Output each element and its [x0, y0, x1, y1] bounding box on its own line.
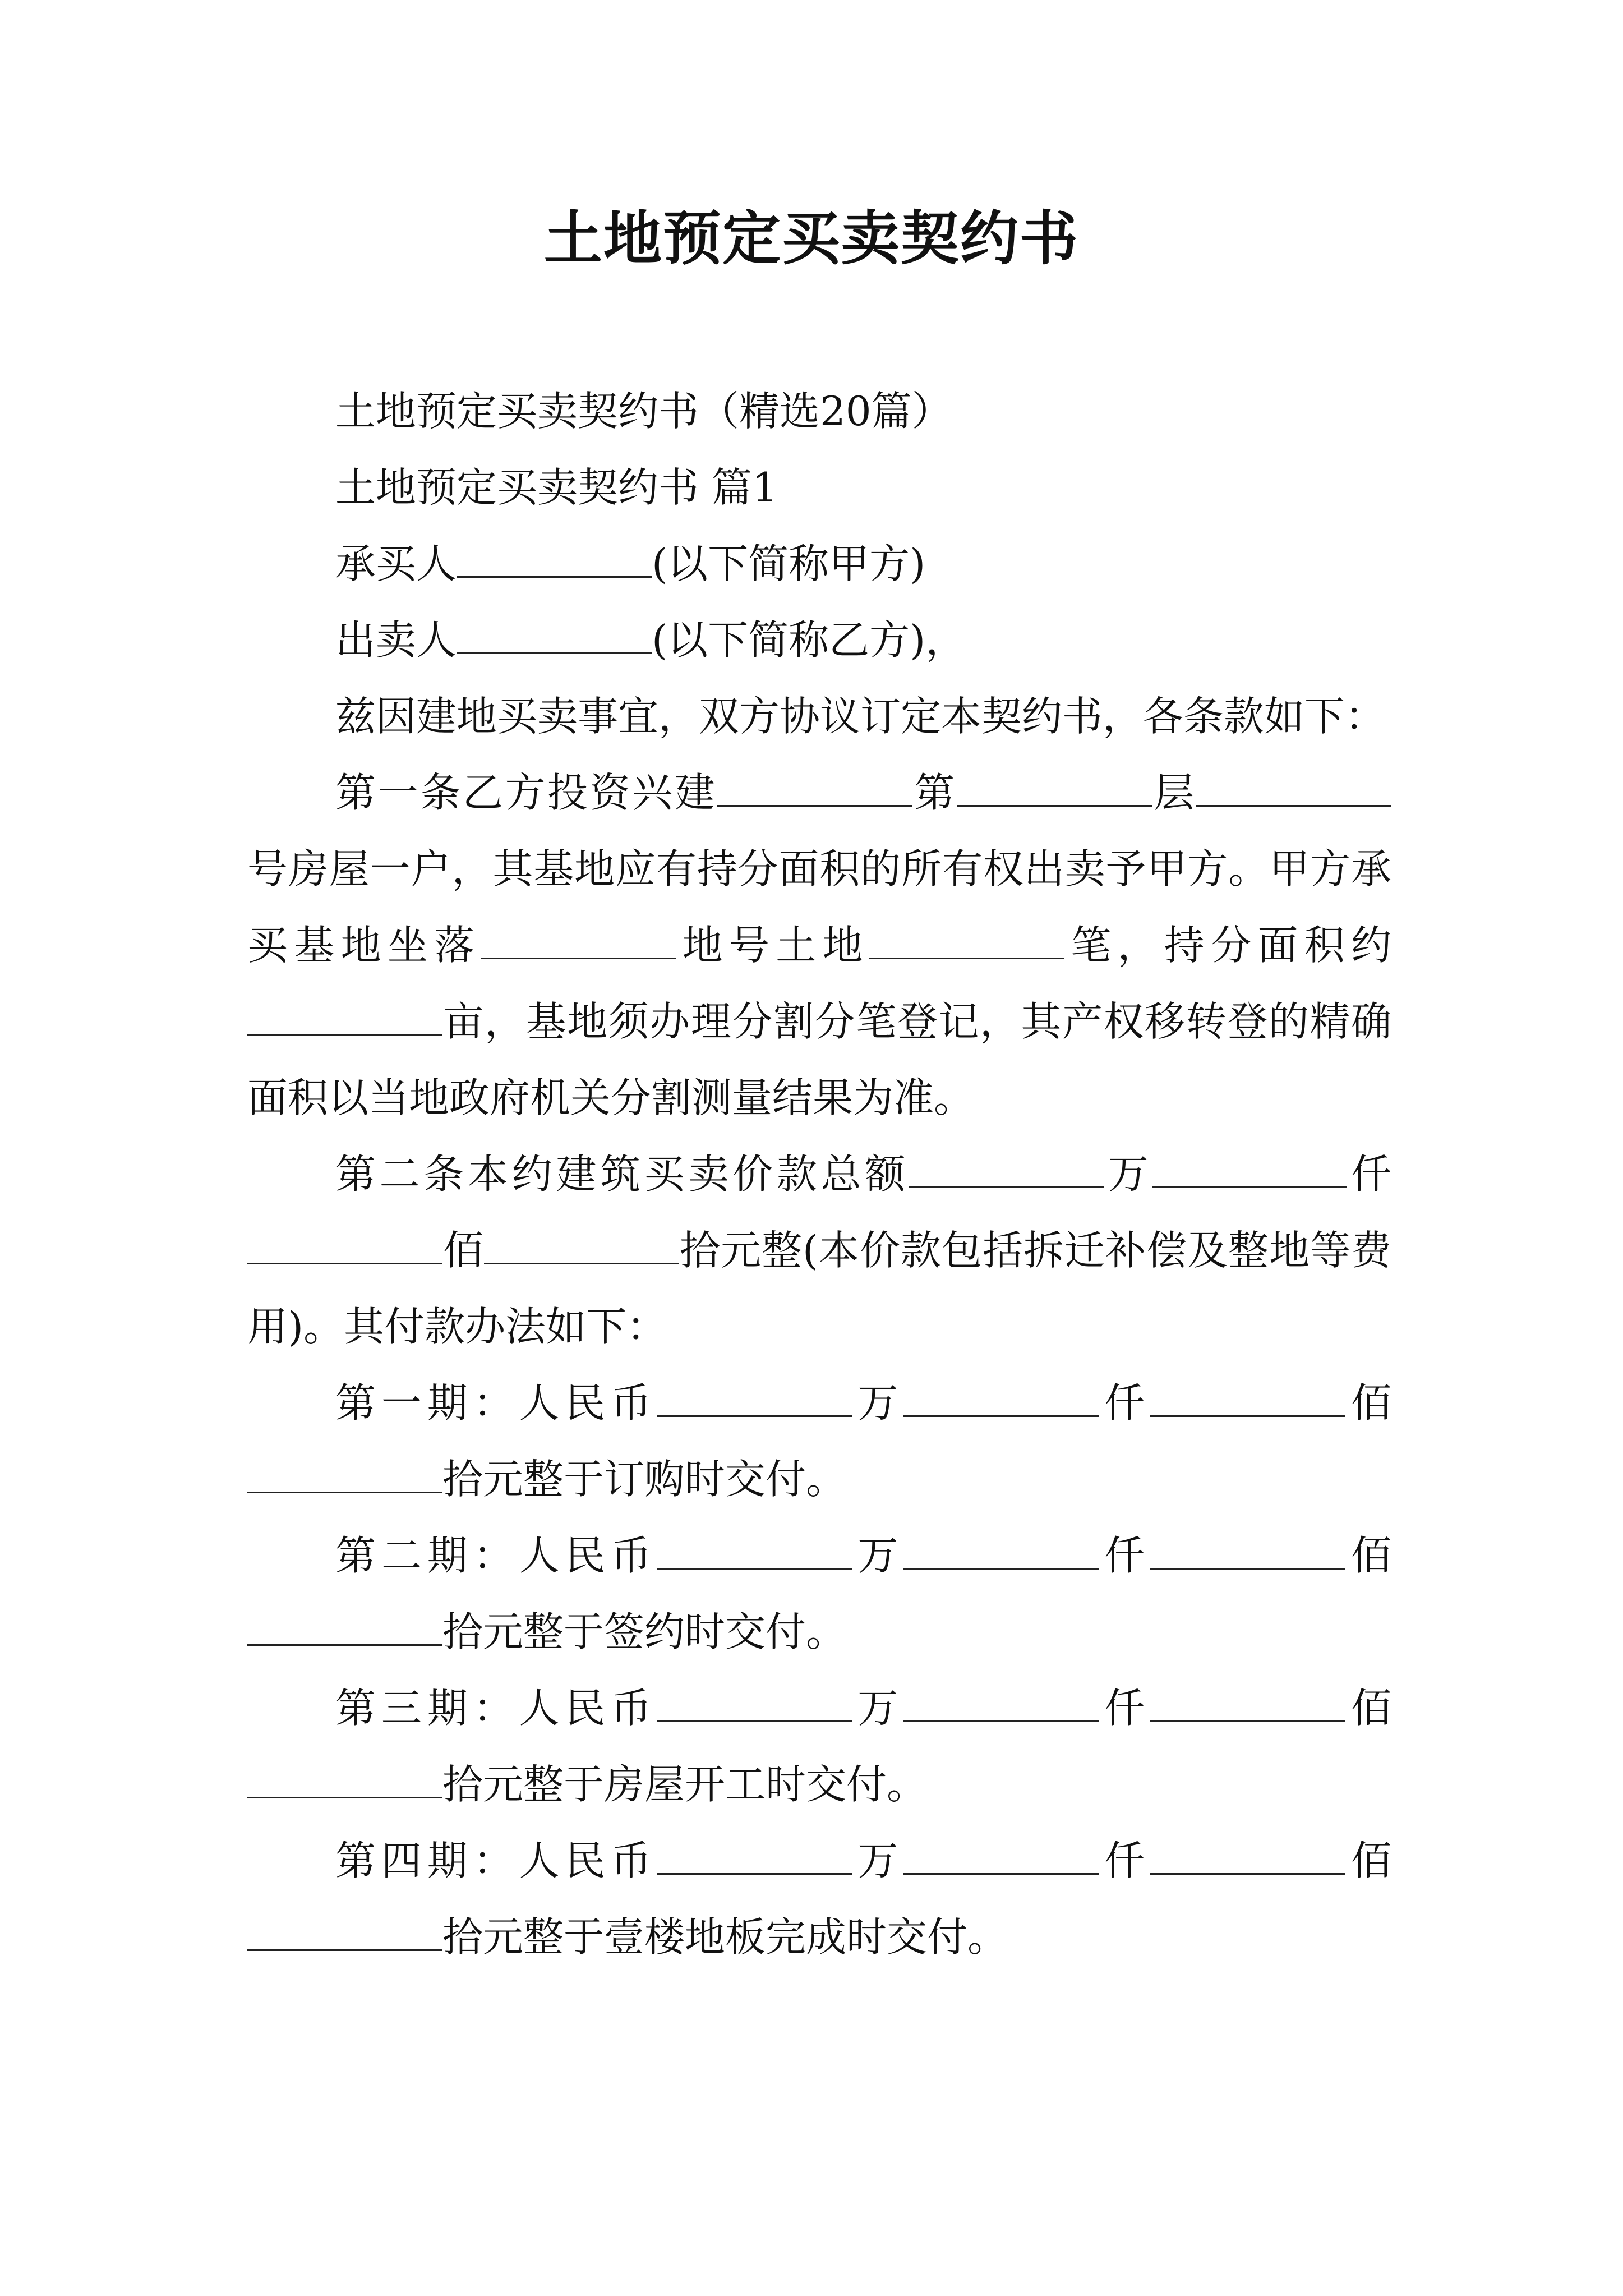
seller-line: 出卖人 (以下简称乙方)， [335, 616, 966, 664]
blank-line [657, 1839, 852, 1875]
blank-line [903, 1687, 1099, 1722]
payment-1: 第一期：人民币 万 仟 佰拾元整于订购时交付。 [247, 1365, 1391, 1517]
blank-line [1196, 771, 1391, 807]
blank-line [657, 1687, 852, 1722]
article-1: 第一条乙方投资兴建 第 层号房屋一户，其基地应有持分面积的所有权出卖予甲方。甲方承买基地坐落 地号土地 笔，持分面积约亩，基地须办理分割分笔登记，其产权移转登的精确面积以当地政府机关分割测量结果为准。 [247, 769, 1391, 1121]
payment-3: 第三期：人民币 万 仟 佰拾元整于房屋开工时交付。 [247, 1670, 1391, 1823]
article-2: 第二条本约建筑买卖价款总额 万 仟佰 拾元整(本价款包括拆迁补偿及整地等费用)。其付款办法如下： [247, 1151, 1391, 1350]
blank-line [247, 1763, 442, 1798]
blank-line [717, 771, 912, 807]
section-heading: 土地预定买卖契约书 篇1 [335, 464, 778, 511]
buyer-line: 承买人 (以下简称甲方) [335, 540, 926, 587]
blank-line [247, 1916, 442, 1951]
subtitle: 土地预定买卖契约书（精选20篇） [335, 388, 952, 435]
payment-2: 第二期：人民币 万 仟 佰拾元整于签约时交付。 [247, 1517, 1391, 1670]
blank-line [1150, 1382, 1345, 1417]
blank-line [657, 1534, 852, 1570]
document-body [247, 373, 1391, 1975]
document-title: 土地预定买卖契约书 [543, 204, 1079, 273]
blank-line [957, 771, 1152, 807]
blank-line [1152, 1153, 1347, 1188]
blank-line [657, 1382, 852, 1417]
blank-line [247, 1229, 442, 1264]
blank-line [1150, 1687, 1345, 1722]
blank-line [247, 1000, 442, 1036]
payment-4: 第四期：人民币 万 仟 佰拾元整于壹楼地板完成时交付。 [247, 1823, 1391, 1975]
blank-line [457, 619, 652, 654]
blank-line [484, 1229, 679, 1264]
blank-line [481, 924, 676, 959]
intro-paragraph: 兹因建地买卖事宜，双方协议订定本契约书，各条款如下： [335, 693, 1386, 740]
blank-line [1150, 1839, 1345, 1875]
blank-line [903, 1534, 1099, 1570]
blank-line [903, 1839, 1099, 1875]
blank-line [1150, 1534, 1345, 1570]
blank-line [903, 1382, 1099, 1417]
blank-line [457, 542, 652, 578]
blank-line [869, 924, 1064, 959]
blank-line [247, 1611, 442, 1646]
blank-line [909, 1153, 1104, 1188]
blank-line [247, 1458, 442, 1493]
